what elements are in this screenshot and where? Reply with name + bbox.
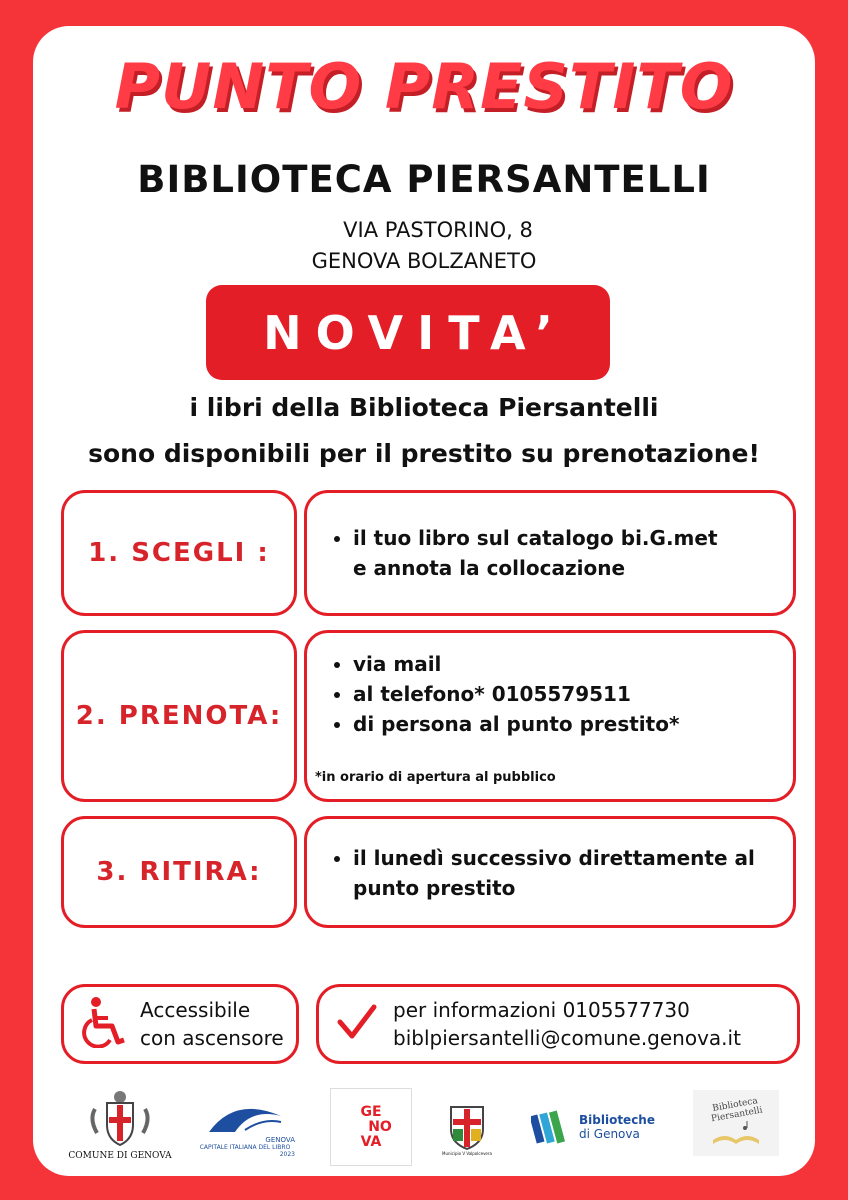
logos-row (60, 1080, 790, 1170)
step-1-label-box (61, 490, 297, 616)
info-box (316, 984, 800, 1064)
library-name: BIBLIOTECA PIERSANTELLI (137, 158, 711, 201)
intro-line-1: i libri della Biblioteca Piersantelli (189, 393, 659, 422)
coat-of-arms-icon (85, 1089, 155, 1147)
biblioteche-line-1: Biblioteche (579, 1113, 655, 1127)
capitale-city: GENOVA (265, 1136, 295, 1144)
capitale-year: 2023 (279, 1151, 295, 1158)
step-3-label: 3. RITIRA: (96, 857, 262, 887)
step-2-note: *in orario di apertura al pubblico (315, 770, 556, 785)
comune-label: COMUNE DI GENOVA (68, 1151, 172, 1161)
poster-title: PUNTO PRESTITO (114, 50, 734, 123)
info-phone: per informazioni 0105577730 (393, 998, 690, 1022)
genova-text-2: NO (368, 1118, 392, 1135)
wheelchair-icon (82, 996, 128, 1052)
piersantelli-label: Biblioteca Piersantelli (710, 1096, 764, 1125)
wave-icon (205, 1102, 285, 1136)
checkmark-icon (337, 1004, 377, 1044)
genova-text-1: GE (360, 1103, 382, 1120)
books-icon (531, 1107, 573, 1147)
capitale-text: CAPITALE ITALIANA DEL LIBRO (199, 1144, 291, 1151)
capitale-libro-logo (195, 1090, 295, 1170)
novita-badge (206, 285, 610, 380)
step-2-item-mail: • via mail (353, 649, 793, 679)
address-city: GENOVA BOLZANETO (311, 249, 537, 273)
step-2-label-box (61, 630, 297, 802)
biblioteche-genova-logo (528, 1102, 658, 1152)
address-street: VIA PASTORINO, 8 (343, 218, 533, 242)
municipio-logo (435, 1094, 499, 1164)
piersantelli-logo (693, 1090, 779, 1156)
municipio-label: Municipio V Valpolcevera (442, 1150, 492, 1156)
step-1-continuation: e annota la collocazione (353, 556, 626, 580)
step-3-item: • il lunedì successivo direttamente al punto prestito (353, 843, 773, 903)
novita-label: NOVITA’ (263, 305, 567, 360)
info-email[interactable]: biblpiersantelli@comune.genova.it (393, 1026, 741, 1050)
comune-genova-logo (60, 1080, 180, 1170)
step-1-content-box (304, 490, 796, 616)
intro-line-2: sono disponibili per il prestito su prenotazione! (88, 439, 760, 468)
step-2-label: 2. PRENOTA: (75, 701, 283, 731)
step-2-item-in-person: • di persona al punto prestito* (353, 709, 793, 739)
step-1-item: • il tuo libro sul catalogo bi.G.met (353, 523, 793, 553)
step-3-label-box (61, 816, 297, 928)
step-2-item-phone: • al telefono* 0105579511 (353, 679, 793, 709)
step-1-label: 1. SCEGLI : (88, 538, 270, 568)
step-2-content-box (304, 630, 796, 802)
biblioteche-line-2: di Genova (579, 1127, 640, 1141)
access-line-2: con ascensore (140, 1026, 284, 1050)
open-book-icon (711, 1120, 761, 1146)
step-3-content-box (304, 816, 796, 928)
genova-more-than-this-logo (330, 1088, 412, 1166)
shield-icon (447, 1103, 487, 1151)
genova-text-3: VA (360, 1133, 382, 1150)
accessibility-box (61, 984, 299, 1064)
access-line-1: Accessibile (140, 998, 251, 1022)
